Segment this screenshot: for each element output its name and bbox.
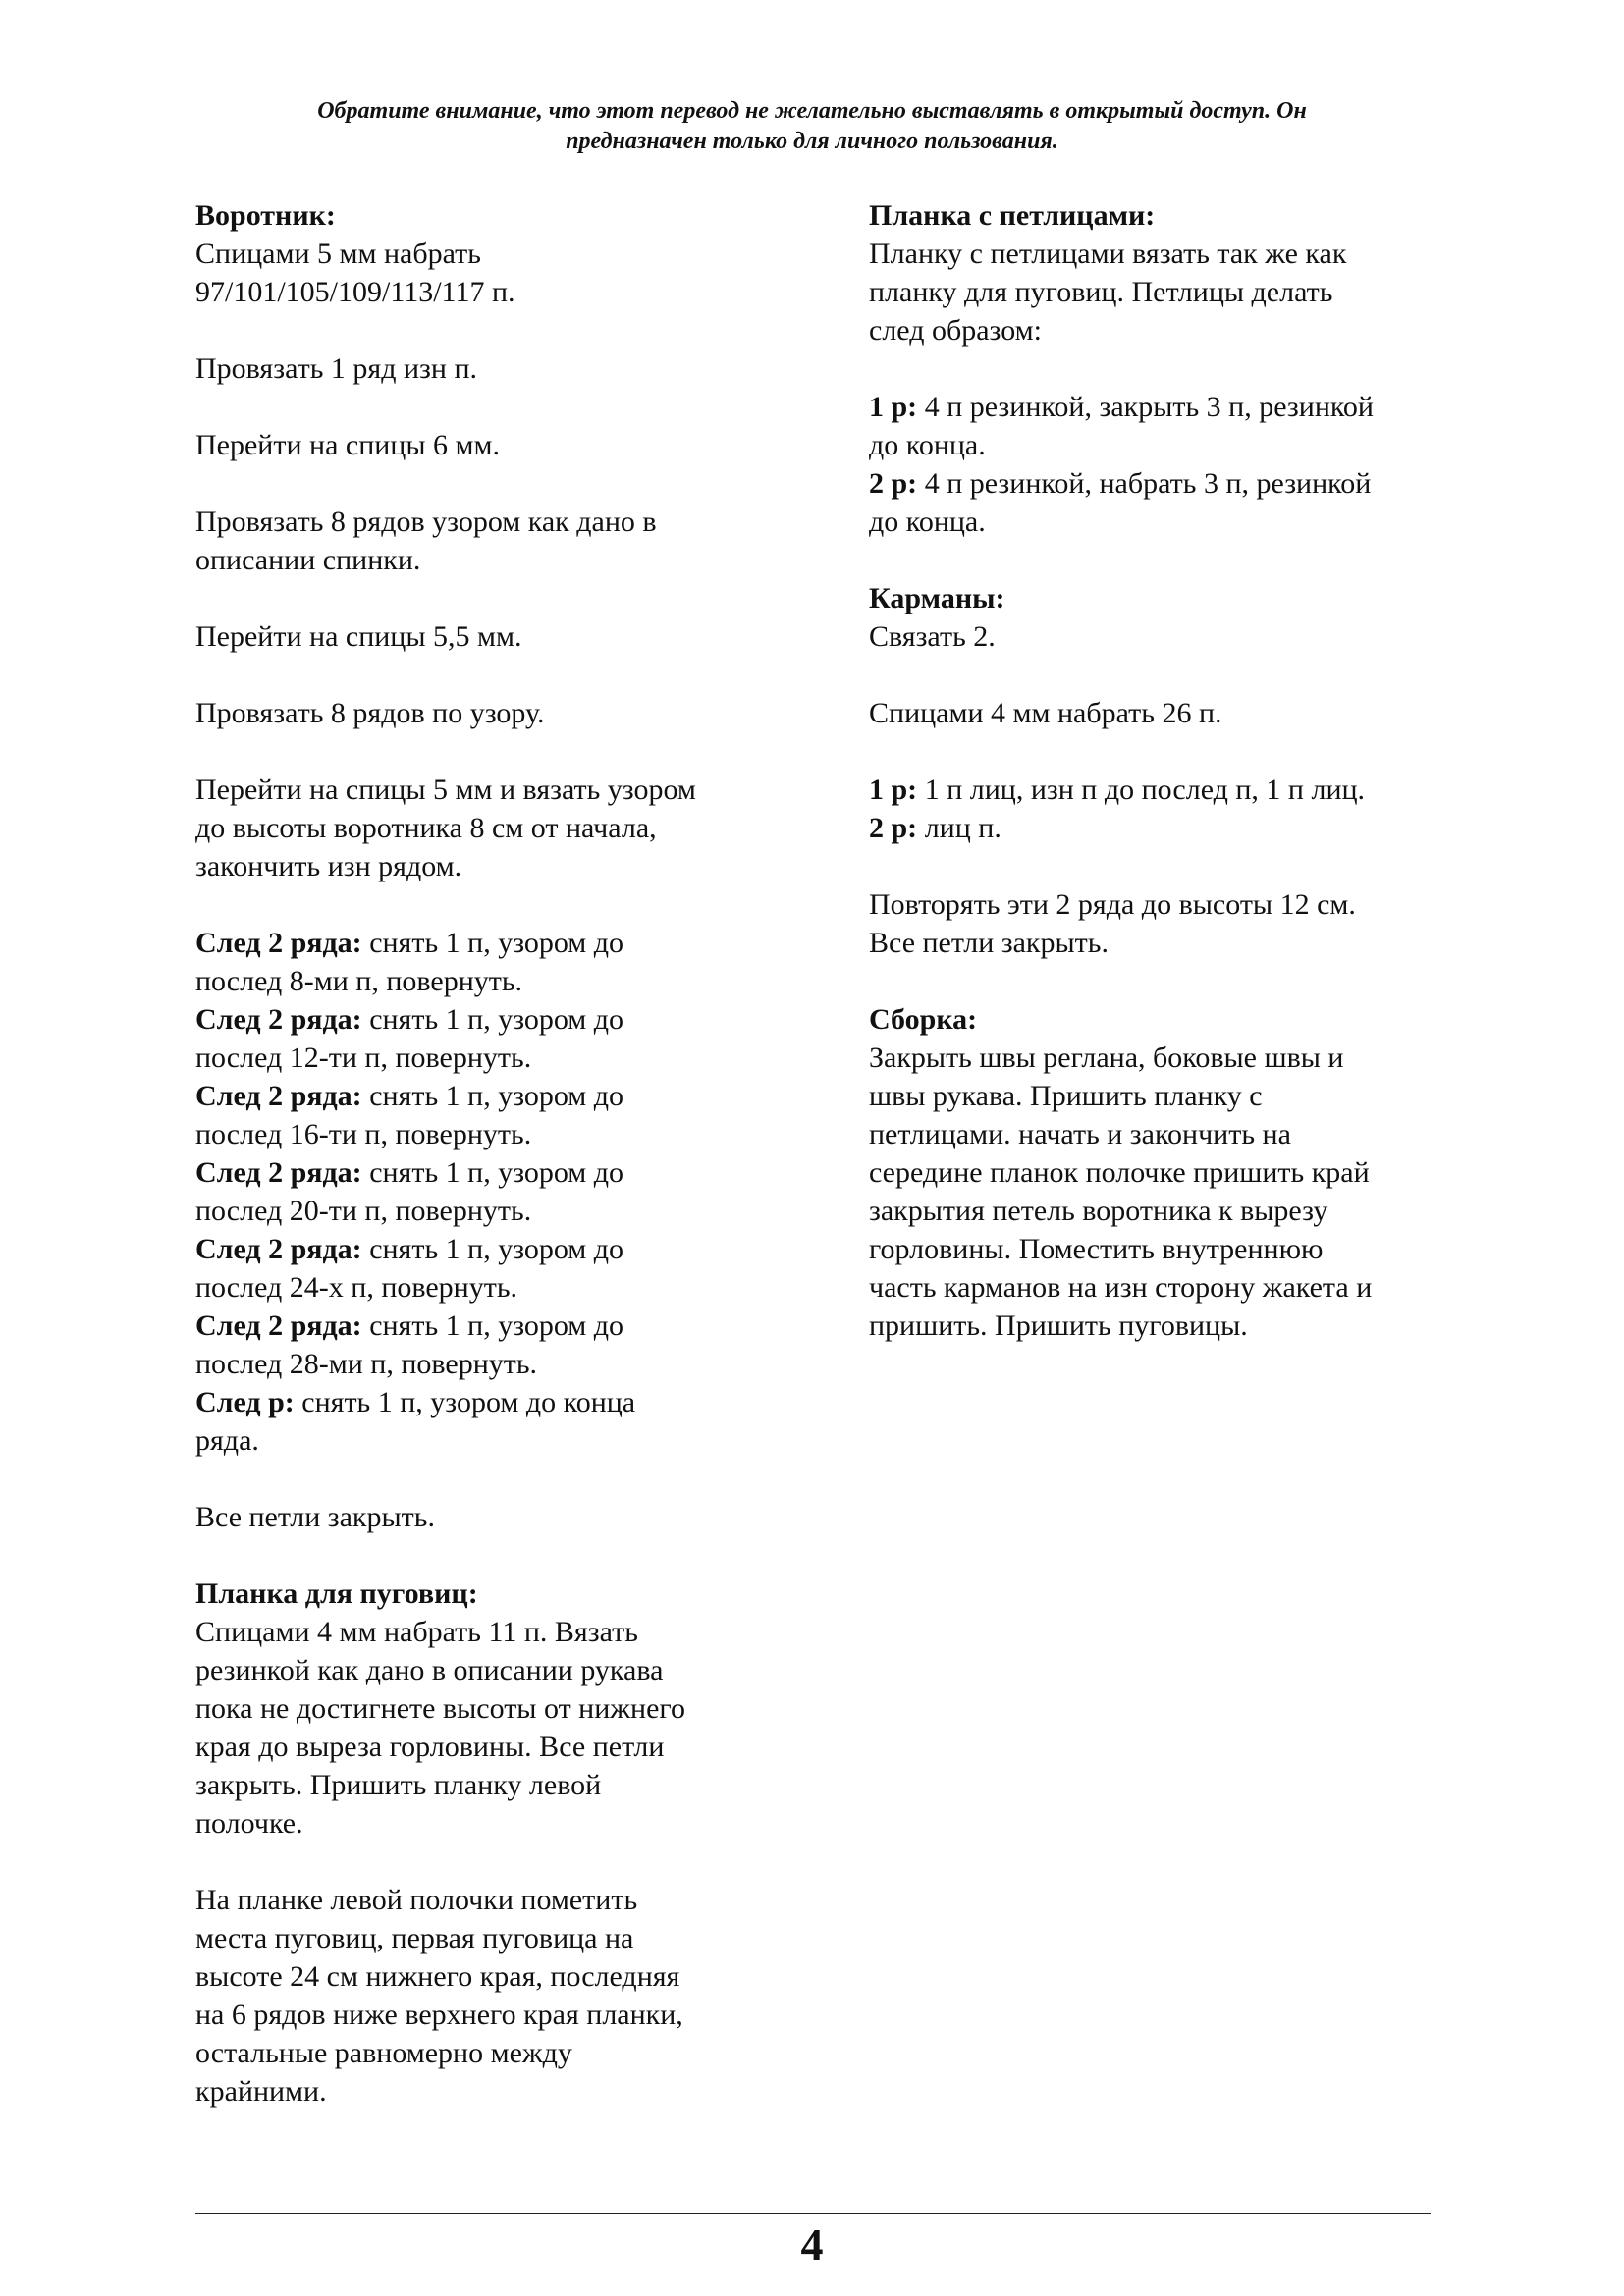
row-text: снять 1 п, узором до	[361, 1003, 624, 1036]
row-label: След 2 ряда:	[195, 927, 362, 959]
assembly-line: пришить. Пришить пуговицы.	[869, 1309, 1248, 1342]
buttonhole-row-1	[869, 388, 1458, 426]
assembly-line: закрытия петель воротника к вырезу	[869, 1195, 1328, 1227]
assembly-line: горловины. Поместить внутреннюю	[869, 1233, 1324, 1265]
paragraph: Перейти на спицы 5 мм и вязать узором	[195, 774, 696, 806]
row-continuation: послед 28-ми п, повернуть.	[195, 1348, 538, 1380]
paragraph: Перейти на спицы 5,5 мм.	[195, 620, 522, 653]
notice-line-2: предназначен только для личного пользования.	[566, 129, 1058, 154]
row-text: 4 п резинкой, набрать 3 п, резинкой	[917, 467, 1372, 500]
button-marks-line: На планке левой полочки пометить	[195, 1884, 638, 1916]
paragraph: Провязать 8 рядов по узору.	[195, 697, 545, 729]
right-column	[869, 196, 1458, 1345]
row-continuation: ряда.	[195, 1424, 259, 1457]
row-continuation: послед 24-х п, повернуть.	[195, 1271, 518, 1304]
notice-header	[196, 96, 1428, 157]
repeat-line: Повторять эти 2 ряда до высоты 12 см.	[869, 888, 1356, 921]
row-continuation: послед 8-ми п, повернуть.	[195, 965, 523, 997]
left-column	[195, 196, 785, 2110]
pockets-line: Связать 2.	[869, 620, 996, 653]
buttonhole-band-line: Планку с петлицами вязать так же как	[869, 238, 1347, 270]
pockets-title: Карманы:	[869, 582, 1005, 614]
row-label: След р:	[195, 1386, 295, 1418]
row-continuation: послед 12-ти п, повернуть.	[195, 1041, 532, 1074]
paragraph: описании спинки.	[195, 544, 421, 576]
footer-rule	[195, 2213, 1431, 2214]
row-text: снять 1 п, узором до	[361, 1309, 624, 1342]
row-continuation: до конца.	[869, 506, 986, 538]
collar-line: 97/101/105/109/113/117 п.	[195, 276, 515, 308]
row-label: След 2 ряда:	[195, 1233, 362, 1265]
pocket-row-2	[869, 809, 1458, 847]
paragraph: Провязать 1 ряд изн п.	[195, 352, 477, 385]
row-instruction	[195, 1383, 785, 1421]
paragraph: Провязать 8 рядов узором как дано в	[195, 506, 657, 538]
row-label: След 2 ряда:	[195, 1309, 362, 1342]
button-band-line: пока не достигнете высоты от нижнего	[195, 1692, 685, 1725]
row-continuation: послед 16-ти п, повернуть.	[195, 1118, 532, 1150]
button-band-title: Планка для пуговиц:	[195, 1577, 478, 1610]
row-instruction	[195, 1230, 785, 1268]
paragraph: закончить изн рядом.	[195, 850, 462, 882]
notice-line-1: Обратите внимание, что этот перевод не желательно выставлять в открытый доступ. Он	[317, 98, 1307, 124]
button-marks-line: крайними.	[195, 2075, 327, 2108]
button-marks-line: остальные равномерно между	[195, 2037, 572, 2069]
row-continuation: послед 20-ти п, повернуть.	[195, 1195, 532, 1227]
row-text: 4 п резинкой, закрыть 3 п, резинкой	[917, 391, 1374, 423]
buttonhole-band-line: след образом:	[869, 314, 1042, 347]
row-instruction	[195, 1077, 785, 1115]
row-instruction	[195, 1307, 785, 1345]
button-band-line: закрыть. Пришить планку левой	[195, 1769, 602, 1801]
button-marks-line: на 6 рядов ниже верхнего края планки,	[195, 1999, 683, 2031]
assembly-line: Закрыть швы реглана, боковые швы и	[869, 1041, 1344, 1074]
row-text: снять 1 п, узором до конца	[294, 1386, 636, 1418]
collar-title: Воротник:	[195, 199, 336, 232]
assembly-line: швы рукава. Пришить планку с	[869, 1080, 1263, 1112]
paragraph: до высоты воротника 8 см от начала,	[195, 812, 657, 844]
row-text: лиц п.	[917, 812, 1001, 844]
row-label: 2 р:	[869, 812, 918, 844]
button-band-line: Спицами 4 мм набрать 11 п. Вязать	[195, 1616, 638, 1648]
row-text: снять 1 п, узором до	[361, 1080, 624, 1112]
assembly-title: Сборка:	[869, 1003, 978, 1036]
assembly-line: часть карманов на изн сторону жакета и	[869, 1271, 1373, 1304]
row-instruction	[195, 1000, 785, 1039]
button-marks-line: места пуговиц, первая пуговица на	[195, 1922, 634, 1954]
row-label: 1 р:	[869, 391, 918, 423]
pocket-row-1	[869, 771, 1458, 809]
repeat-line: Все петли закрыть.	[869, 927, 1109, 959]
row-label: След 2 ряда:	[195, 1003, 362, 1036]
buttonhole-row-2	[869, 464, 1458, 503]
row-text: снять 1 п, узором до	[361, 1233, 624, 1265]
row-instruction	[195, 1153, 785, 1192]
paragraph: Перейти на спицы 6 мм.	[195, 429, 500, 461]
button-band-line: полочке.	[195, 1807, 303, 1840]
button-marks-line: высоте 24 см нижнего края, последняя	[195, 1960, 680, 1993]
row-text: снять 1 п, узором до	[361, 927, 624, 959]
assembly-line: середине планок полочке пришить край	[869, 1156, 1370, 1189]
button-band-line: края до выреза горловины. Все петли	[195, 1731, 665, 1763]
row-instruction	[195, 924, 785, 962]
buttonhole-band-title: Планка с петлицами:	[869, 199, 1156, 232]
row-label: 2 р:	[869, 467, 918, 500]
row-text: 1 п лиц, изн п до послед п, 1 п лиц.	[917, 774, 1366, 806]
collar-line: Спицами 5 мм набрать	[195, 238, 481, 270]
row-text: снять 1 п, узором до	[361, 1156, 624, 1189]
page-number: 4	[800, 2219, 824, 2269]
bindoff-text: Все петли закрыть.	[195, 1501, 435, 1533]
row-label: След 2 ряда:	[195, 1156, 362, 1189]
row-label: След 2 ряда:	[195, 1080, 362, 1112]
button-band-line: резинкой как дано в описании рукава	[195, 1654, 664, 1686]
buttonhole-band-line: планку для пуговиц. Петлицы делать	[869, 276, 1333, 308]
row-continuation: до конца.	[869, 429, 986, 461]
row-label: 1 р:	[869, 774, 918, 806]
pockets-line: Спицами 4 мм набрать 26 п.	[869, 697, 1222, 729]
assembly-line: петлицами. начать и закончить на	[869, 1118, 1291, 1150]
